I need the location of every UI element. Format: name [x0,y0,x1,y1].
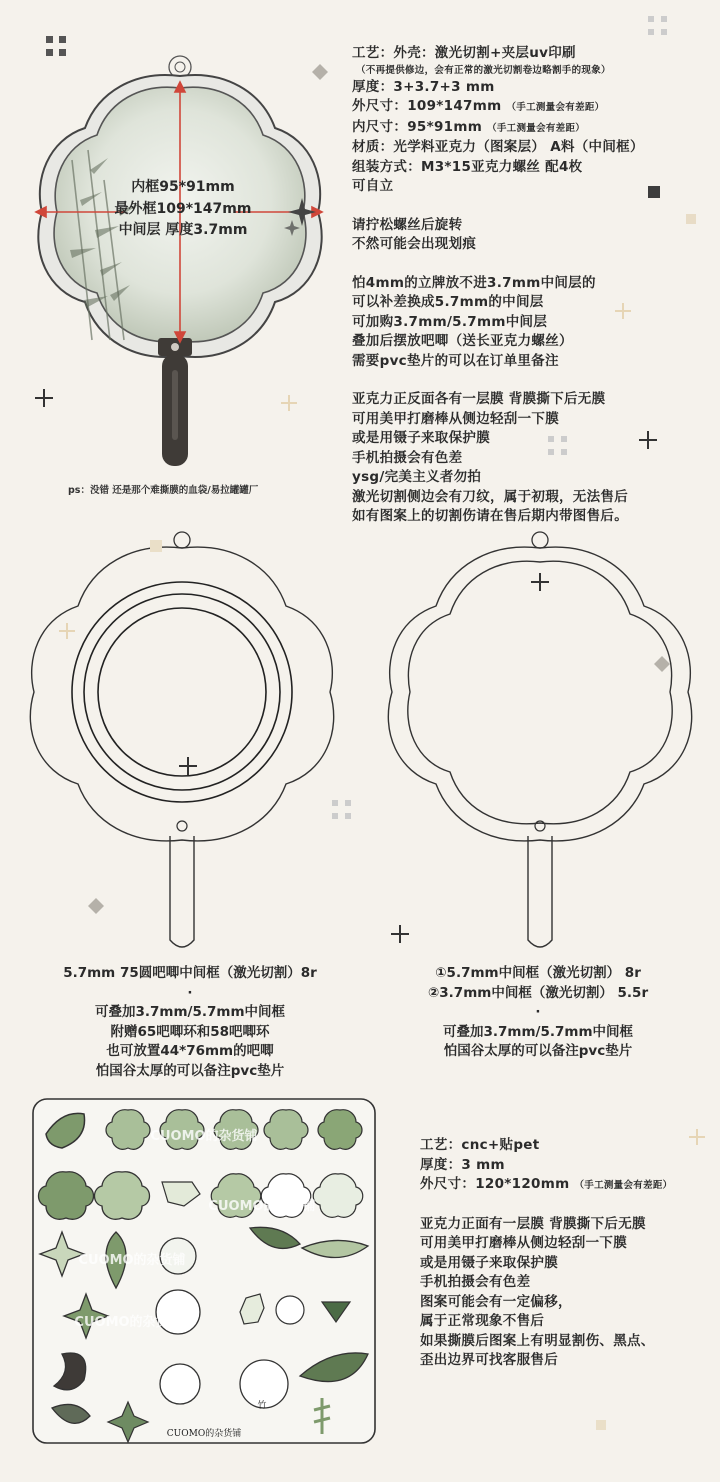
spec-standing: 可自立 [352,178,394,194]
dots-decoration-2 [648,16,670,38]
sheet-watermark-4: CUOMO的杂货铺 [74,1315,182,1330]
square-decoration-1 [648,186,660,198]
spec-film-2: 可用美甲打磨棒从侧边轻刮一下膜 [352,410,559,427]
plus-decoration-1 [34,388,54,408]
frame-left-caption [40,964,340,1081]
caption-left-2: 可叠加3.7mm/5.7mm中间框 [94,1004,286,1020]
plus-decoration-4 [638,430,658,450]
sheet-spec-film-7: 如果撕膜后图案上有明显割伤、黑点、 [420,1332,655,1349]
sheet-spec-film-4: 手机拍摄会有色差 [420,1274,531,1290]
plus-decoration-9 [688,1128,706,1146]
sheet-spec-outer-note: （手工测量会有差距） [574,1180,673,1191]
sheet-spec-film-5: 图案可能会有一定偏移， [420,1293,572,1310]
caption-left-4: 也可放置44*76mm的吧唧 [106,1043,274,1059]
caption-right-dot: · [535,1004,541,1020]
caption-right-4: 怕国谷太厚的可以备注pvc垫片 [443,1043,633,1059]
sheet-watermark-3: CUOMO的杂货铺 [78,1253,186,1268]
product-specs [352,44,644,527]
caption-left-5: 怕国谷太厚的可以备注pvc垫片 [95,1062,285,1079]
sheet-brand: CUOMO的杂货铺 [166,1429,242,1439]
caption-left-3: 附赠65吧唧环和58吧唧环 [110,1023,270,1040]
middle-dim-label: 中间层 厚度3.7mm [118,222,248,238]
frame-right-caption [388,964,688,1062]
spec-thickness: 厚度：3+3.7+3 mm [352,78,495,95]
sheet-spec-film-8: 歪出边界可找客服售后 [420,1352,558,1368]
caption-left-dot: · [187,984,193,1001]
caption-left-1: 5.7mm 75圆吧唧中间框（激光切割）8r [63,965,317,981]
sheet-spec-craft: 工艺：cnc+贴pet [420,1137,540,1153]
spec-outer: 外尺寸：109*147mm [352,98,502,114]
spec-material: 材质：光学料亚克力（图案层） A料（中间框） [352,139,644,155]
spec-film-4: 手机拍摄会有色差 [352,449,463,466]
caption-right-3: 可叠加3.7mm/5.7mm中间框 [442,1023,634,1040]
spec-film-3: 或是用镊子来取保护膜 [352,430,490,446]
spec-layer-1: 怕4mm的立牌放不进3.7mm中间层的 [352,274,596,291]
fan-illustration [0,40,340,490]
sheet-spec-film-1: 亚克力正面有一层膜 背膜撕下后无膜 [420,1215,646,1232]
diamond-decoration-3 [88,898,104,914]
sheet-watermark-1: CUOMO的杂货铺 [150,1129,258,1144]
spec-craft: 工艺：外壳：激光切割+夹层uv印刷 [352,45,576,61]
diamond-decoration-2 [654,656,670,672]
spec-outer-note: （手工测量会有差距） [506,102,605,113]
sheet-specs [420,1136,672,1371]
dots-decoration-4 [332,800,354,822]
frame-right-outline [378,530,698,955]
inner-dim-label: 内框95*91mm [131,179,235,195]
spec-film-1: 亚克力正反面各有一层膜 背膜撕下后无膜 [352,391,606,407]
spec-layer-3: 可加购3.7mm/5.7mm中间层 [352,313,548,330]
square-decoration-3 [150,540,162,552]
sheet-spec-film-6: 属于正常现象不售后 [420,1313,545,1329]
sheet-spec-film-2: 可用美甲打磨棒从侧边轻刮一下膜 [420,1235,627,1251]
sticker-sheet [32,1098,376,1444]
spec-rotate-2: 不然可能会出现划痕 [352,236,477,252]
sheet-spec-outer: 外尺寸：120*120mm [420,1176,570,1192]
plus-decoration-3 [614,302,632,320]
spec-film-5: ysg/完美主义者勿拍 [352,469,482,485]
sheet-spec-thickness: 厚度：3 mm [420,1156,505,1173]
spec-layer-2: 可以补差换成5.7mm的中间层 [352,294,544,310]
caption-right-2: ②3.7mm中间框（激光切割） 5.5r [427,984,649,1001]
dots-decoration-3 [548,436,570,458]
plus-decoration-7 [178,756,198,776]
spec-film-6: 激光切割侧边会有刀纹，属于初瑕，无法售后 [352,488,628,505]
dots-decoration-1 [46,36,68,58]
plus-decoration-6 [530,572,550,592]
sheet-spec-film-3: 或是用镊子来取保护膜 [420,1254,558,1271]
plus-decoration-2 [280,394,298,412]
frame-left-outline [20,530,340,955]
spec-layer-4: 叠加后摆放吧唧（送长亚克力螺丝） [352,333,573,349]
caption-right-1: ①5.7mm中间框（激光切割） 8r [435,965,641,981]
square-decoration-2 [686,214,696,224]
spec-craft-note: （不再提供修边，会有正常的激光切割卷边略割手的现象） [356,64,611,76]
square-decoration-4 [596,1420,606,1430]
sheet-char: 竹 [257,1401,267,1411]
spec-inner: 内尺寸：95*91mm [352,118,483,135]
diamond-decoration-1 [312,64,328,80]
spec-layer-5: 需要pvc垫片的可以在订单里备注 [352,352,559,369]
spec-inner-note: （手工测量会有差距） [487,122,586,134]
spec-rotate-1: 请拧松螺丝后旋转 [352,216,463,233]
ps-note: ps：没错 还是那个难撕膜的血袋/易拉罐罐厂 [68,485,259,496]
plus-decoration-8 [390,924,410,944]
spec-assembly: 组装方式：M3*15亚克力螺丝 配4枚 [352,158,583,175]
plus-decoration-5 [58,622,76,640]
sheet-watermark-2: CUOMO的杂货铺 [208,1199,316,1214]
spec-film-7: 如有图案上的切割伤请在售后期内带图售后。 [352,508,628,524]
outer-dim-label: 最外框109*147mm [114,201,252,217]
